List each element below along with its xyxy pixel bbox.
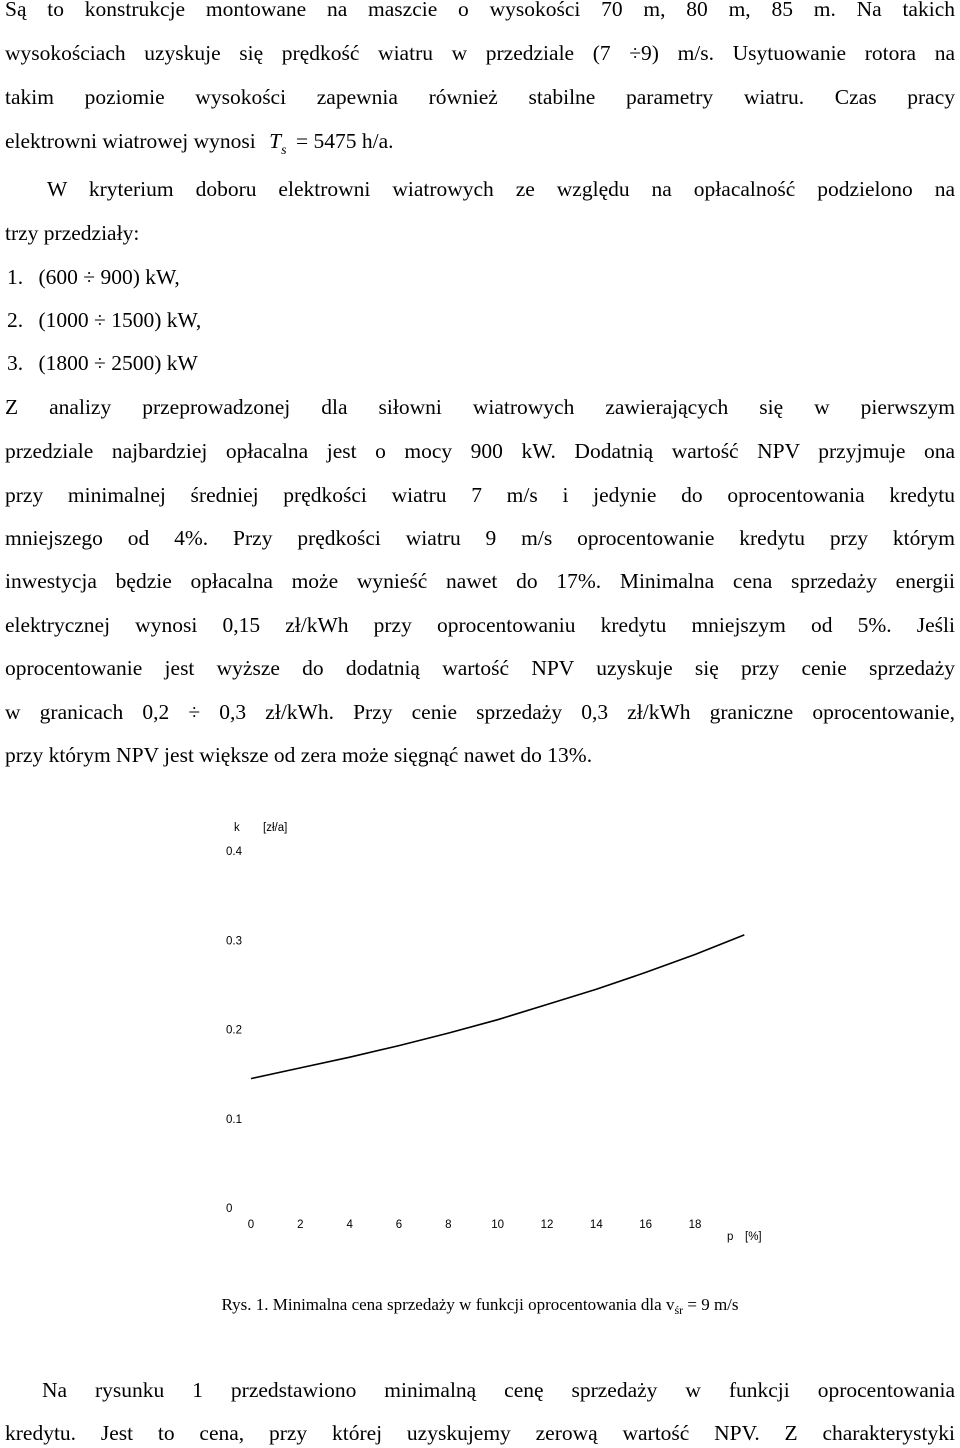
- y-tick-label: 0.4: [226, 846, 242, 858]
- list-number: 2.: [7, 308, 24, 332]
- caption-subscript: śr: [674, 1303, 684, 1317]
- y-axis-ticks: [226, 846, 243, 1215]
- text-line: Na rysunku 1 przedstawiono minimalną cenę sprzedaży w funkcji oprocentowania: [42, 1378, 955, 1402]
- text-line: elektrycznej wynosi 0,15 zł/kWh przy oprocentowaniu kredytu mniejszym od 5%. Jeśli: [5, 613, 955, 637]
- list-text: (600 ÷ 900) kW,: [38, 265, 180, 289]
- y-tick-label: 0.2: [226, 1024, 242, 1037]
- x-axis-unit: [%]: [745, 1231, 762, 1243]
- formula-unit: h/a.: [361, 129, 394, 153]
- y-axis-unit: [zł/a]: [263, 822, 288, 834]
- x-tick-label: 6: [395, 1219, 403, 1231]
- price-vs-interest-chart: [0, 800, 960, 1260]
- list-number: 3.: [7, 351, 24, 375]
- x-tick-label: 0: [247, 1219, 255, 1231]
- list-text: (1800 ÷ 2500) kW: [38, 351, 198, 375]
- text-line: inwestycja będzie opłacalna może wynieść nawet do 17%. Minimalna cena sprzedaży energii: [5, 569, 955, 593]
- x-tick-label: 4: [346, 1219, 353, 1231]
- caption-tail: = 9 m/s: [683, 1295, 739, 1314]
- text-line: trzy przedziały:: [5, 221, 140, 245]
- x-axis-symbol: p: [727, 1231, 734, 1243]
- text-line: przy którym NPV jest większe od zera może sięgnąć nawet do 13%.: [5, 743, 593, 767]
- x-axis-ticks: [248, 1219, 702, 1231]
- list-item: [5, 305, 957, 335]
- text-line: Są to konstrukcje montowane na maszcie o wysokości 70 m, 80 m, 85 m. Na takich: [5, 0, 955, 21]
- text-line: Z analizy przeprowadzonej dla siłowni wiatrowych zawierających się w pierwszym: [5, 395, 955, 419]
- x-tick-label: 16: [639, 1219, 653, 1231]
- x-tick-label: 8: [445, 1219, 452, 1231]
- text-line: oprocentowanie jest wyższe do dodatnią wartość NPV uzyskuje się przy cenie sprzedaży: [5, 656, 955, 680]
- x-tick-label: 2: [297, 1219, 304, 1231]
- series-line: [251, 935, 744, 1079]
- x-axis-label: [727, 1231, 762, 1243]
- formula-value: = 5475: [295, 129, 357, 153]
- text-fragment: elektrowni wiatrowej wynosi: [5, 129, 256, 153]
- text-line-with-formula: [5, 126, 955, 166]
- caption-text: Rys. 1. Minimalna cena sprzedaży w funkcji oprocentowania dla v: [221, 1295, 675, 1314]
- list-item: [5, 262, 957, 292]
- text-line: wysokościach uzyskuje się prędkość wiatru w przedziale (7 ÷9) m/s. Usytuowanie rotora na: [5, 41, 955, 65]
- x-tick-label: 10: [491, 1219, 505, 1231]
- y-tick-label: 0.3: [226, 935, 242, 948]
- text-line: kredytu. Jest to cena, przy której uzyskujemy zerową wartość NPV. Z charakterystyki: [5, 1421, 955, 1445]
- y-tick-label: 0.1: [226, 1113, 242, 1126]
- figure-caption: [0, 1293, 960, 1322]
- series-group: [251, 935, 744, 1079]
- text-line: w granicach 0,2 ÷ 0,3 zł/kWh. Przy cenie sprzedaży 0,3 zł/kWh graniczne oprocentowanie,: [5, 700, 955, 724]
- formula-symbol: T: [269, 129, 282, 153]
- text-line: mniejszego od 4%. Przy prędkości wiatru 9 m/s oprocentowanie kredytu przy którym: [5, 526, 955, 550]
- y-tick-label: 0: [226, 1203, 233, 1215]
- text-line: przy minimalnej średniej prędkości wiatru 7 m/s i jedynie do oprocentowania kredytu: [5, 483, 955, 507]
- list-number: 1.: [7, 265, 24, 289]
- text-line: przedziale najbardziej opłacalna jest o mocy 900 kW. Dodatnią wartość NPV przyjmuje ona: [5, 439, 955, 463]
- list-item: [5, 348, 957, 378]
- y-axis-symbol: k: [234, 822, 240, 834]
- x-tick-label: 12: [540, 1219, 554, 1231]
- list-text: (1000 ÷ 1500) kW,: [38, 308, 202, 332]
- text-line: takim poziomie wysokości zapewnia również stabilne parametry wiatru. Czas pracy: [5, 85, 955, 109]
- x-tick-label: 18: [688, 1219, 702, 1231]
- text-line: W kryterium doboru elektrowni wiatrowych ze względu na opłacalność podzielono na: [47, 177, 955, 201]
- x-tick-label: 14: [589, 1219, 603, 1231]
- y-axis-label: [234, 822, 287, 834]
- formula-subscript: s: [281, 143, 287, 158]
